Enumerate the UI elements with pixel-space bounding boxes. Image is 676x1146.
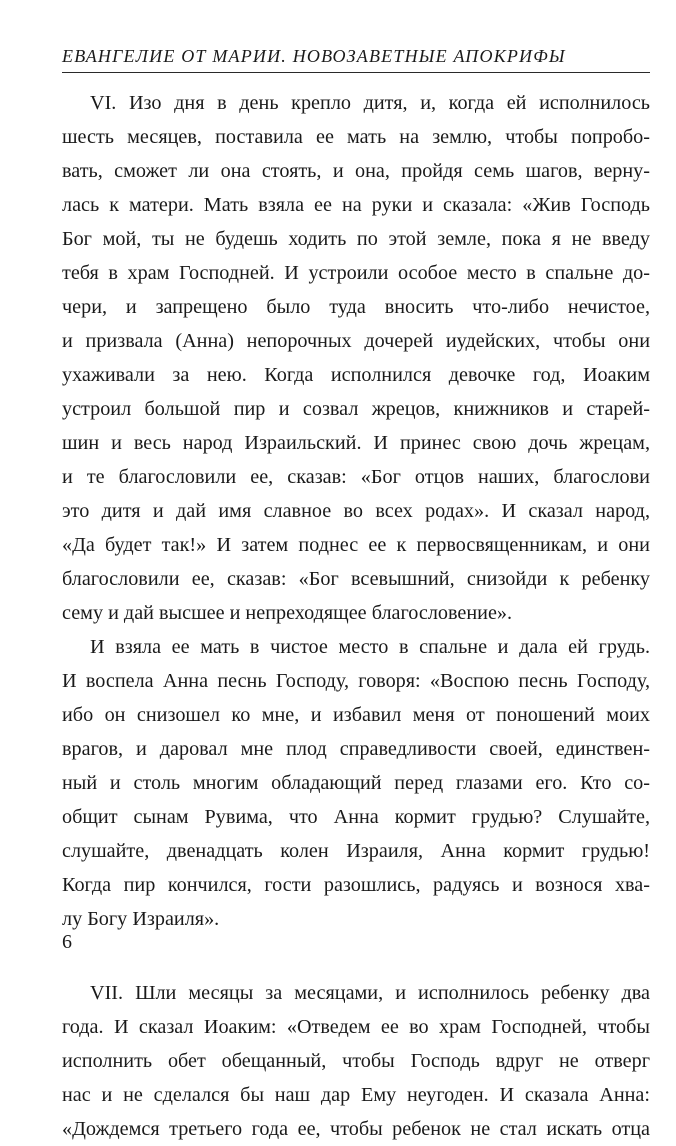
page-number: 6 xyxy=(62,931,72,953)
text-line: лась к матери. Мать взяла ее на руки и сказала: «Жив Господь xyxy=(62,194,650,216)
text-line: нас и не сделался бы наш дар Ему неугоден. И сказала Анна: xyxy=(62,1084,650,1106)
paragraph-section-vi-2 xyxy=(62,630,650,936)
text-line: благословили ее, сказав: «Бог всевышний, снизойди к ребенку xyxy=(62,568,650,590)
running-title: ЕВАНГЕЛИЕ ОТ МАРИИ. НОВОЗАВЕТНЫЕ АПОКРИФЫ xyxy=(62,46,566,66)
text-line: врагов, и даровал мне плод справедливости своей, единствен- xyxy=(62,738,650,760)
text-line: «Да будет так!» И затем поднес ее к первосвященникам, и они xyxy=(62,534,650,556)
text-line: ухаживали за нею. Когда исполнился девочке год, Иоаким xyxy=(62,364,650,386)
text-line: Бог мой, ты не будешь ходить по этой земле, пока я не введу xyxy=(62,228,650,250)
text-line: ный и столь многим обладающий перед глазами его. Кто со- xyxy=(62,772,650,794)
text-line: устроил большой пир и созвал жрецов, книжников и старей- xyxy=(62,398,650,420)
running-header xyxy=(62,44,650,73)
text-line: сему и дай высшее и непреходящее благословение». xyxy=(62,602,513,624)
text-line: слушайте, двенадцать колен Израиля, Анна кормит грудью! xyxy=(62,840,650,862)
text-line: шин и весь народ Израильский. И принес свою дочь жрецам, xyxy=(62,432,650,454)
text-line: это дитя и дай имя славное во всех родах». И сказал народ, xyxy=(62,500,650,522)
text-line: ибо он снизошел ко мне, и избавил меня от поношений моих xyxy=(62,704,650,726)
text-line: VI. Изо дня в день крепло дитя, и, когда ей исполнилось xyxy=(90,92,650,114)
text-line: VII. Шли месяцы за месяцами, и исполнилось ребенку два xyxy=(90,982,650,1004)
text-line: общит сынам Рувима, что Анна кормит грудью? Слушайте, xyxy=(62,806,650,828)
text-line: тебя в храм Господней. И устроили особое место в спальне до- xyxy=(62,262,650,284)
text-line: исполнить обет обещанный, чтобы Господь вдруг не отверг xyxy=(62,1050,650,1072)
text-line: года. И сказал Иоаким: «Отведем ее во храм Господней, чтобы xyxy=(62,1016,650,1038)
text-line: И взяла ее мать в чистое место в спальне и дала ей грудь. xyxy=(90,636,650,658)
paragraph-section-vii-1 xyxy=(62,976,650,1146)
paragraph-section-vi-1 xyxy=(62,86,650,630)
text-line: вать, сможет ли она стоять, и она, пройдя семь шагов, верну- xyxy=(62,160,650,182)
text-line: Когда пир кончился, гости разошлись, радуясь и вознося хва- xyxy=(62,874,650,896)
text-line: шесть месяцев, поставила ее мать на землю, чтобы попробо- xyxy=(62,126,650,148)
text-line: и призвала (Анна) непорочных дочерей иудейских, чтобы они xyxy=(62,330,650,352)
text-line: «Дождемся третьего года ее, чтобы ребенок не стал искать отца xyxy=(62,1118,650,1140)
text-line: чери, и запрещено было туда вносить что-либо нечистое, xyxy=(62,296,650,318)
text-line: лу Богу Израиля». xyxy=(62,908,220,930)
text-line: И воспела Анна песнь Господу, говоря: «Воспою песнь Господу, xyxy=(62,670,650,692)
text-line: и те благословили ее, сказав: «Бог отцов наших, благослови xyxy=(62,466,650,488)
